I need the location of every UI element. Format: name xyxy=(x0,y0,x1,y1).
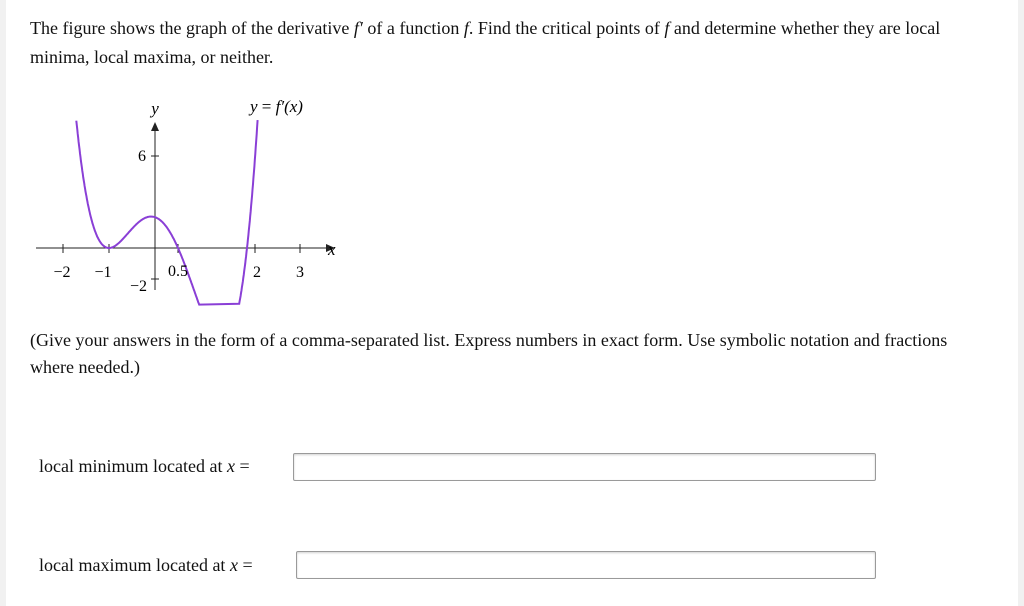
x-axis-label: x xyxy=(328,240,336,259)
x-tick-label-2: 2 xyxy=(253,264,261,281)
answer-format-note: (Give your answers in the form of a comma-separated list. Express numbers in exact form. Use symbolic notation and fractions where needed.) xyxy=(30,330,948,377)
derivative-graph xyxy=(30,95,350,310)
local-max-input[interactable] xyxy=(296,551,876,579)
local-min-label: local minimum located at x = xyxy=(39,456,250,476)
y-tick-label-6: 6 xyxy=(138,148,146,165)
right-page-edge xyxy=(1018,0,1024,606)
y-tick-label-neg2: −2 xyxy=(129,278,147,295)
left-page-edge xyxy=(0,0,6,606)
x-tick-label-3: 3 xyxy=(296,264,304,281)
question-text: The figure shows the graph of the derivative f′ of a function f. Find the critical points of f and determine whether they are local minima, local maxima, or neither. xyxy=(30,18,941,67)
x-tick-label-05: 0.5 xyxy=(168,263,188,280)
x-tick-label-neg1: −1 xyxy=(94,264,112,281)
local-max-label: local maximum located at x = xyxy=(39,555,253,575)
y-axis-label: y xyxy=(151,99,159,118)
y-axis-arrow xyxy=(151,122,159,131)
x-tick-label-neg2: −2 xyxy=(53,264,71,281)
local-min-input[interactable] xyxy=(293,453,876,481)
curve-label: y = f′(x) xyxy=(250,97,303,116)
